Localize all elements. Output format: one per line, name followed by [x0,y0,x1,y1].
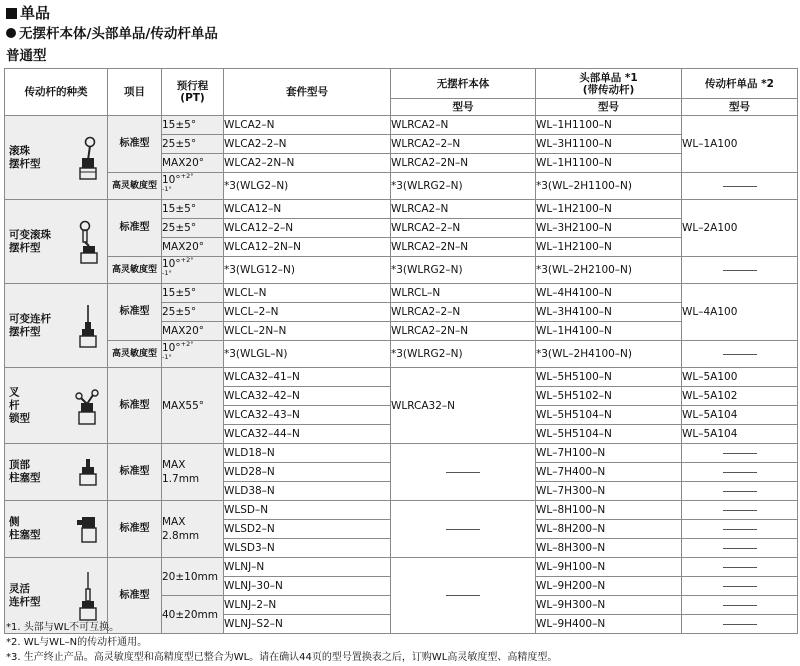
dash [723,548,757,549]
category-title: 普通型 [6,48,47,64]
table-row: WLD28–N WL–7H400–N [5,463,798,482]
table-row: WLCA32–42–N WL–5H5102–N WL–5A102 [5,387,798,406]
spec-table [4,68,798,634]
flexible-rod-icon [77,571,99,621]
table-row: WLCA32–44–N WL–5H5104–N WL–5A104 [5,425,798,444]
dash [723,567,757,568]
type-cell: 可变连杆 摆杆型 [5,284,108,368]
table-row: 高灵敏度型 10°$^{+2^\circ -1^\circ}$ *3(WLG12–N) *3(WLRG2–N) *3(WL–2H2100–N) [5,257,798,284]
dash [446,529,480,530]
table-row: MAX20° WLCL–2N–N WLRCA2–2N–N WL–1H4100–N [5,322,798,341]
col-header-head: 头部单品 *1 (带传动杆) [536,69,682,99]
table-row: WLD38–N WL–7H300–N [5,482,798,501]
dash [723,624,757,625]
footnotes [6,620,557,665]
col-header-kit: 套件型号 [224,69,391,116]
circle-bullet-icon [6,28,16,38]
table-row: 25±5° WLCA2–2–N WLRCA2–2–N WL–3H1100–N [5,135,798,154]
dash [446,472,480,473]
table-row: WLCA32–43–N WL–5H5104–N WL–5A104 [5,406,798,425]
table-row: 灵活 连杆型 标准型 20±10mm WLNJ–N WL–9H100–N [5,558,798,577]
col-subheader-model: 型号 [682,99,798,116]
adjustable-roller-lever-icon [77,220,99,264]
table-row: 25±5° WLCA12–2–N WLRCA2–2–N WL–3H2100–N [5,219,798,238]
table-row: WLNJ–30–N WL–9H200–N [5,577,798,596]
table-row: 可变滚珠 摆杆型 标准型 15±5° WLCA12–N WLRCA2–N WL–1H2100–N WL–2A100 [5,200,798,219]
top-plunger-icon [77,457,99,487]
footnote: *3. 生产终止产品。高灵敏度型和高精度型已整合为WL。请在确认44页的型号置换表之后，订购WL高灵敏度型、高精度型。 [6,652,558,663]
table-row: 侧 柱塞型 标准型 MAX 2.8mm WLSD–N WL–8H100–N [5,501,798,520]
table-row: 40±20mm WLNJ–2–N WL–9H300–N [5,596,798,615]
type-cell: 叉 杆 锁型 [5,368,108,444]
table-row: 顶部 柱塞型 标准型 MAX 1.7mm WLD18–N WL–7H100–N [5,444,798,463]
footnote: *1. 头部与WL不可互换。 [6,622,120,633]
col-subheader-model: 型号 [536,99,682,116]
type-cell: 侧 柱塞型 [5,501,108,558]
table-row: 可变连杆 摆杆型 标准型 15±5° WLCL–N WLRCL–N WL–4H4100–N WL–4A100 [5,284,798,303]
table-row: WLNJ–S2–N WL–9H400–N [5,615,798,634]
fork-lock-lever-icon [75,386,99,426]
table-row: 高灵敏度型 10°$^{+2^\circ -1^\circ}$ *3(WLG2–N) *3(WLRG2–N) *3(WL–2H1100–N) [5,173,798,200]
col-subheader-model: 型号 [391,99,536,116]
dash [723,354,757,355]
type-cell: 顶部 柱塞型 [5,444,108,501]
dash [446,595,480,596]
dash [723,586,757,587]
col-header-body: 无摆杆本体 [391,69,536,99]
col-header-lever: 传动杆单品 *2 [682,69,798,99]
dash [723,605,757,606]
table-row: 高灵敏度型 10°$^{+2^\circ -1^\circ}$ *3(WLGL–N) *3(WLRG2–N) *3(WL–2H4100–N) [5,341,798,368]
dash [723,186,757,187]
dash [723,529,757,530]
table-row: WLSD2–N WL–8H200–N [5,520,798,539]
dash [723,270,757,271]
dash [723,472,757,473]
col-header-item: 项目 [108,69,162,116]
table-row: WLSD3–N WL–8H300–N [5,539,798,558]
table-row: MAX20° WLCA2–2N–N WLRCA2–2N–N WL–1H1100–N [5,154,798,173]
footnote: *2. WL与WL–N的传动杆通用。 [6,637,148,648]
side-plunger-icon [75,514,99,544]
adjustable-rod-lever-icon [77,304,99,348]
col-header-pretravel: 预行程 (PT) [162,69,224,116]
type-cell: 灵活 连杆型 [5,558,108,634]
type-cell: 滚珠 摆杆型 [5,116,108,200]
roller-lever-icon [77,136,99,180]
table-row: 25±5° WLCL–2–N WLRCA2–2–N WL–3H4100–N [5,303,798,322]
dash [723,453,757,454]
type-cell: 可变滚珠 摆杆型 [5,200,108,284]
table-row: 滚珠 摆杆型 标准型 15±5° WLCA2–N WLRCA2–N WL–1H1100–N WL–1A100 [5,116,798,135]
dash [723,510,757,511]
col-header-type: 传动杆的种类 [5,69,108,116]
square-bullet-icon [6,8,17,19]
table-row: MAX20° WLCA12–2N–N WLRCA2–2N–N WL–1H2100–N [5,238,798,257]
section-title: 单品 [6,4,50,22]
table-row: 叉 杆 锁型 标准型 MAX55° WLCA32–41–N WLRCA32–N WL–5H5100–N WL–5A100 [5,368,798,387]
subsection-title: 无摆杆本体/头部单品/传动杆单品 [6,25,218,43]
dash [723,491,757,492]
